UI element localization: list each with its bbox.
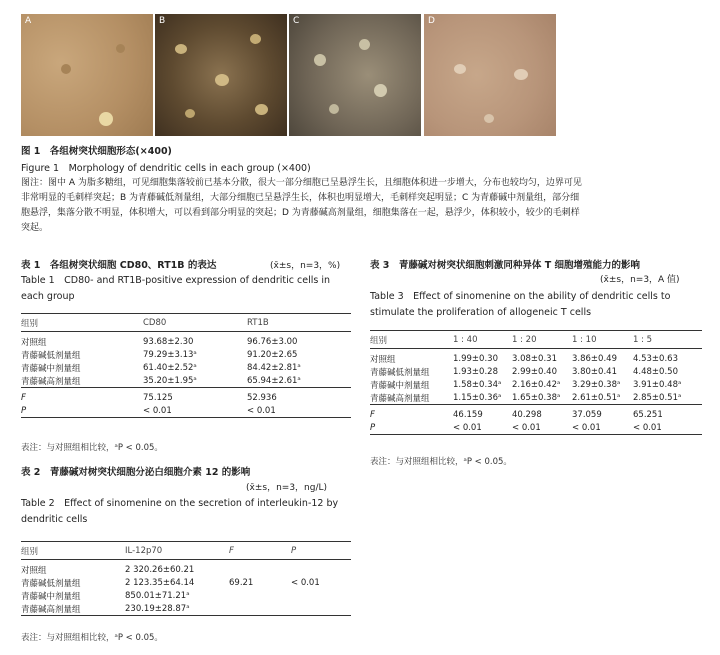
col-header: 1 : 20 bbox=[512, 334, 537, 345]
cell: 对照组 bbox=[370, 354, 396, 365]
panel-label: C bbox=[293, 16, 300, 26]
cell: 3.80±0.41 bbox=[572, 366, 617, 377]
cell: 40.298 bbox=[512, 409, 542, 420]
table-row bbox=[370, 378, 702, 391]
table3-footnote: 表注：与对照组相比较，ᵃP < 0.05。 bbox=[370, 457, 512, 467]
col-header: P bbox=[291, 545, 297, 556]
cell-mark bbox=[175, 44, 187, 54]
col-header: 组别 bbox=[21, 546, 39, 557]
cell: 91.20±2.65 bbox=[247, 349, 298, 360]
cell: 1.65±0.38ᵃ bbox=[512, 392, 561, 403]
cell: 93.68±2.30 bbox=[143, 336, 194, 347]
cell: 65.94±2.61ᵃ bbox=[247, 375, 301, 386]
table3-stats: (x̄±s，n=3，A 值) bbox=[600, 275, 680, 285]
micrograph-panel-b bbox=[155, 14, 287, 136]
table-f-row bbox=[21, 388, 351, 405]
cell: 46.159 bbox=[453, 409, 483, 420]
table-row bbox=[21, 589, 351, 602]
table1-title-en bbox=[21, 273, 330, 305]
cell: 青藤碱中剂量组 bbox=[21, 363, 81, 374]
table2-title: 表 2 青藤碱对树突状细胞分泌白细胞介素 12 的影响 bbox=[21, 467, 251, 478]
table2-title-en-line: dendritic cells bbox=[21, 514, 88, 525]
cell: 4.53±0.63 bbox=[633, 353, 678, 364]
micrograph-panel-c bbox=[289, 14, 421, 136]
table-row bbox=[21, 576, 351, 589]
cell-mark bbox=[329, 104, 339, 114]
cell: 37.059 bbox=[572, 409, 602, 420]
cell: 对照组 bbox=[21, 565, 47, 576]
table1-stats: (x̄±s，n=3，%) bbox=[270, 261, 341, 271]
cell: 850.01±71.21ᵃ bbox=[125, 590, 190, 601]
cell: 96.76±3.00 bbox=[247, 336, 298, 347]
cell: 2.99±0.40 bbox=[512, 366, 557, 377]
cell: 青藤碱高剂量组 bbox=[21, 604, 81, 615]
table2-footnote: 表注：与对照组相比较，ᵃP < 0.05。 bbox=[21, 633, 163, 643]
col-header: IL-12p70 bbox=[125, 545, 163, 556]
table3-title-en-line: Table 3 Effect of sinomenine on the ability of dendritic cells to bbox=[370, 291, 671, 302]
cell: 青藤碱高剂量组 bbox=[21, 376, 81, 387]
cell-mark bbox=[116, 44, 125, 53]
cell: 2 320.26±60.21 bbox=[125, 564, 195, 575]
table3-title-en-line: stimulate the proliferation of allogeneic T cells bbox=[370, 307, 592, 318]
table-row bbox=[370, 391, 702, 405]
cell: < 0.01 bbox=[143, 405, 172, 416]
cell: 3.91±0.48ᵃ bbox=[633, 379, 682, 390]
col-header: 1 : 10 bbox=[572, 334, 597, 345]
cell: 2.61±0.51ᵃ bbox=[572, 392, 621, 403]
table1-footnote: 表注：与对照组相比较，ᵃP < 0.05。 bbox=[21, 443, 163, 453]
cell-mark bbox=[215, 74, 229, 86]
table-header-row bbox=[370, 331, 702, 349]
cell: 青藤碱高剂量组 bbox=[370, 393, 430, 404]
table-header-row bbox=[21, 314, 351, 332]
cell: < 0.01 bbox=[453, 422, 482, 433]
table1-title-en-line: Table 1 CD80- and RT1B-positive expression of dendritic cells in bbox=[21, 275, 330, 286]
cell-mark bbox=[314, 54, 326, 66]
table2 bbox=[21, 541, 351, 616]
cell-mark bbox=[255, 104, 268, 115]
table-row bbox=[21, 332, 351, 349]
cell: 1.93±0.28 bbox=[453, 366, 498, 377]
cell: 2.16±0.42ᵃ bbox=[512, 379, 561, 390]
cell: < 0.01 bbox=[572, 422, 601, 433]
cell: 75.125 bbox=[143, 392, 173, 403]
table-row bbox=[21, 361, 351, 374]
table-row bbox=[370, 365, 702, 378]
cell-mark bbox=[484, 114, 494, 123]
micrograph-panel-a bbox=[21, 14, 153, 136]
table2-title-en bbox=[21, 496, 338, 528]
cell: 2 123.35±64.14 bbox=[125, 577, 195, 588]
cell: 青藤碱低剂量组 bbox=[370, 367, 430, 378]
figure-title-en: Figure 1 Morphology of dendritic cells in each group (×400) bbox=[21, 163, 311, 174]
cell-mark bbox=[359, 39, 370, 50]
cell: 1.99±0.30 bbox=[453, 353, 498, 364]
table-row bbox=[21, 560, 351, 577]
figure-note-line: 突起。 bbox=[21, 223, 49, 233]
panel-label: D bbox=[428, 16, 435, 26]
cell: 230.19±28.87ᵃ bbox=[125, 603, 190, 614]
table3 bbox=[370, 330, 702, 435]
figure-title: 图 1 各组树突状细胞形态(×400) bbox=[21, 146, 172, 157]
cell: 3.08±0.31 bbox=[512, 353, 557, 364]
col-header: 组别 bbox=[21, 318, 39, 329]
panel-label: A bbox=[25, 16, 32, 26]
cell: < 0.01 bbox=[633, 422, 662, 433]
cell: 79.29±3.13ᵃ bbox=[143, 349, 197, 360]
figure-note bbox=[21, 176, 720, 236]
col-header: CD80 bbox=[143, 317, 167, 328]
table-header-row bbox=[21, 542, 351, 560]
table2-title-en-line: Table 2 Effect of sinomenine on the secretion of interleukin-12 by bbox=[21, 498, 339, 509]
table1 bbox=[21, 313, 351, 418]
col-header: 1 : 5 bbox=[633, 334, 653, 345]
cell: F bbox=[21, 392, 26, 403]
cell: 青藤碱低剂量组 bbox=[21, 350, 81, 361]
table-f-row bbox=[370, 405, 702, 422]
cell-mark bbox=[99, 112, 113, 126]
col-header: RT1B bbox=[247, 317, 269, 328]
figure-note-line: 胞悬浮，集落分散不明显，体积增大，可以看到部分明显的突起；D 为青藤碱高剂量组，细胞集落在一起，悬浮少，体积较小，较少的毛刺样 bbox=[21, 208, 580, 218]
cell-mark bbox=[514, 69, 528, 80]
cell: 1.58±0.34ᵃ bbox=[453, 379, 502, 390]
table-row bbox=[21, 602, 351, 616]
table-p-row bbox=[370, 421, 702, 435]
col-header: 1 : 40 bbox=[453, 334, 478, 345]
table-row bbox=[370, 349, 702, 366]
figure-note-line: 图注：图中 A 为脂多糖组，可见细胞集落较前已基本分散，很大一部分细胞已呈悬浮生长，且细胞体积进一步增大，分布也较均匀，边界可见 bbox=[21, 178, 582, 188]
cell: 84.42±2.81ᵃ bbox=[247, 362, 301, 373]
col-header: 组别 bbox=[370, 335, 388, 346]
cell-mark bbox=[185, 109, 195, 118]
cell: 35.20±1.95ᵃ bbox=[143, 375, 197, 386]
f-value: 69.21 bbox=[229, 577, 254, 588]
cell: 61.40±2.52ᵃ bbox=[143, 362, 197, 373]
cell: 4.48±0.50 bbox=[633, 366, 678, 377]
cell-mark bbox=[374, 84, 387, 97]
micrograph-panel-d bbox=[424, 14, 556, 136]
table-row bbox=[21, 348, 351, 361]
table3-title: 表 3 青藤碱对树突状细胞刺激同种异体 T 细胞增殖能力的影响 bbox=[370, 260, 641, 271]
cell: < 0.01 bbox=[247, 405, 276, 416]
panel-label: B bbox=[159, 16, 166, 26]
table-p-row bbox=[21, 404, 351, 418]
cell: 52.936 bbox=[247, 392, 277, 403]
table1-title: 表 1 各组树突状细胞 CD80、RT1B 的表达 bbox=[21, 260, 217, 271]
table3-title-en bbox=[370, 289, 670, 321]
p-value: < 0.01 bbox=[291, 577, 320, 588]
cell: 对照组 bbox=[21, 337, 47, 348]
table-row bbox=[21, 374, 351, 388]
cell-mark bbox=[454, 64, 466, 74]
cell: 青藤碱中剂量组 bbox=[370, 380, 430, 391]
cell: 3.29±0.38ᵃ bbox=[572, 379, 621, 390]
cell: 青藤碱中剂量组 bbox=[21, 591, 81, 602]
cell: P bbox=[370, 422, 376, 433]
cell: P bbox=[21, 405, 27, 416]
col-header: F bbox=[229, 545, 234, 556]
cell: F bbox=[370, 409, 375, 420]
cell: 1.15±0.36ᵃ bbox=[453, 392, 502, 403]
cell-mark bbox=[61, 64, 71, 74]
cell: 2.85±0.51ᵃ bbox=[633, 392, 682, 403]
table2-stats: (x̄±s，n=3，ng/L) bbox=[246, 483, 328, 493]
figure-note-line: 非常明显的毛刺样突起；B 为青藤碱低剂量组，大部分细胞已呈悬浮生长，体积也明显增大，毛刺样突起明显；C 为青藤碱中剂量组，部分细 bbox=[21, 193, 580, 203]
cell: 青藤碱低剂量组 bbox=[21, 578, 81, 589]
cell-mark bbox=[250, 34, 261, 44]
cell: < 0.01 bbox=[512, 422, 541, 433]
table1-title-en-line: each group bbox=[21, 291, 75, 302]
cell: 3.86±0.49 bbox=[572, 353, 617, 364]
cell: 65.251 bbox=[633, 409, 663, 420]
